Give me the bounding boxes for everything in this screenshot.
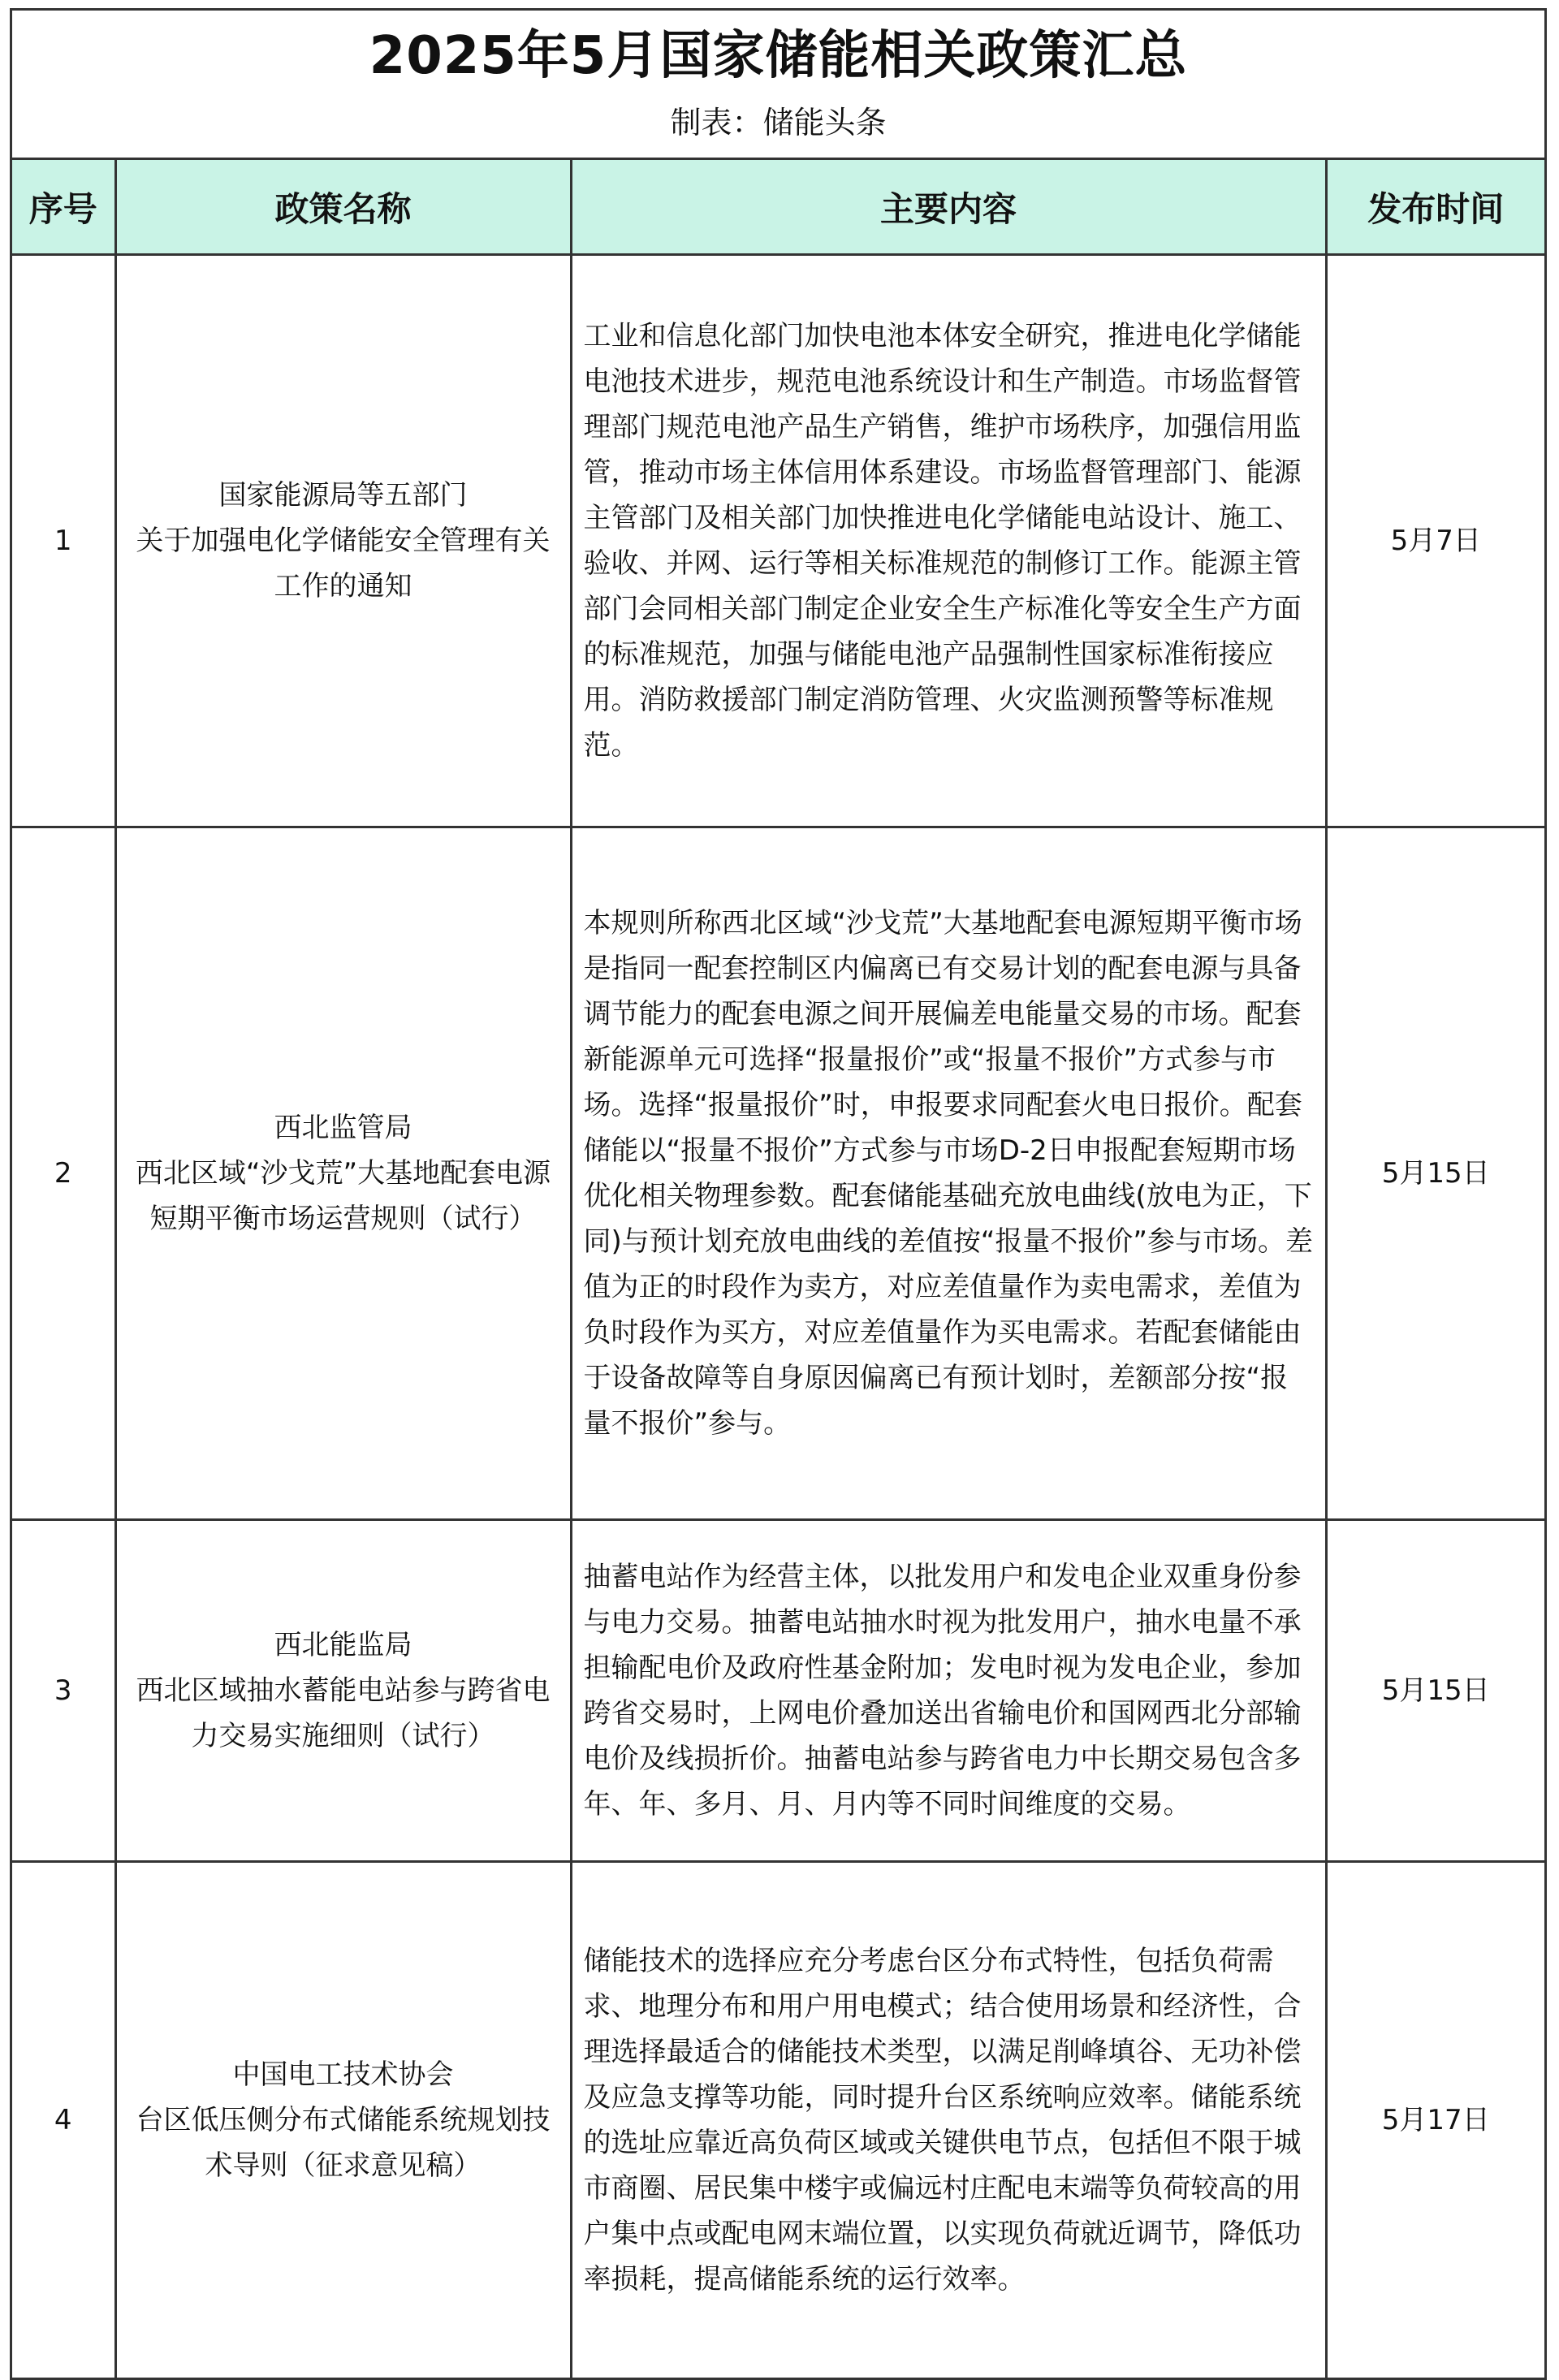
policy-issuer: 中国电工技术协会 [232, 2058, 454, 2091]
page-subtitle: 制表：储能头条 [670, 105, 887, 140]
header-release-date: 发布时间 [1326, 160, 1544, 255]
release-date: 5月15日 [1326, 827, 1544, 1520]
table-row [12, 255, 1544, 827]
release-date: 5月7日 [1326, 255, 1544, 827]
row-number: 4 [12, 1862, 115, 2378]
header-number: 序号 [12, 160, 115, 255]
release-date: 5月15日 [1326, 1520, 1544, 1862]
table-header-row [12, 160, 1544, 255]
policy-issuer: 国家能源局等五部门 [218, 479, 468, 512]
row-number: 3 [12, 1520, 115, 1862]
policy-name-cell [115, 827, 571, 1520]
policy-title: 关于加强电化学储能安全管理有关工作的通知 [136, 525, 551, 603]
policy-content: 本规则所称西北区域“沙戈荒”大基地配套电源短期平衡市场是指同一配套控制区内偏离已有交易计划的配套电源与具备调节能力的配套电源之间开展偏差电能量交易的市场。配套新能源单元可选择“报量报价”或“报量不报价”方式参与市场。选择“报量报价”时，申报要求同配套火电日报价。配套储能以“报量不报价”方式参与市场D-2日申报配套短期市场优化相关物理参数。配套储能基础充放电曲线(放电为正，下同)与预计划充放电曲线的差值按“报量不报价”参与市场。差值为正的时段作为卖方，对应差值量作为卖电需求，差值为负时段作为买方，对应差值量作为买电需求。若配套储能由于设备故障等自身原因偏离已有预计划时，差额部分按“报量不报价”参与。 [571, 827, 1326, 1520]
header-policy-name: 政策名称 [115, 160, 571, 255]
policy-content: 抽蓄电站作为经营主体，以批发用户和发电企业双重身份参与电力交易。抽蓄电站抽水时视为批发用户，抽水电量不承担输配电价及政府性基金附加；发电时视为发电企业，参加跨省交易时，上网电价叠加送出省输电价和国网西北分部输电价及线损折价。抽蓄电站参与跨省电力中长期交易包含多年、年、多月、月、月内等不同时间维度的交易。 [571, 1520, 1326, 1862]
policy-summary-sheet [10, 8, 1547, 2380]
policy-title: 台区低压侧分布式储能系统规划技术导则（征求意见稿） [136, 2104, 551, 2182]
policy-name-cell [115, 1862, 571, 2378]
table-row [12, 1520, 1544, 1862]
header-main-content: 主要内容 [571, 160, 1326, 255]
policy-issuer: 西北监管局 [274, 1112, 412, 1144]
policy-title: 西北区域抽水蓄能电站参与跨省电力交易实施细则（试行） [136, 1674, 551, 1752]
policy-issuer: 西北能监局 [274, 1629, 412, 1661]
policy-name-cell [115, 1520, 571, 1862]
policy-title: 西北区域“沙戈荒”大基地配套电源短期平衡市场运营规则（试行） [135, 1157, 551, 1235]
policy-content: 储能技术的选择应充分考虑台区分布式特性，包括负荷需求、地理分布和用户用电模式；结合使用场景和经济性，合理选择最适合的储能技术类型，以满足削峰填谷、无功补偿及应急支撑等功能，同时提升台区系统响应效率。储能系统的选址应靠近高负荷区域或关键供电节点，包括但不限于城市商圈、居民集中楼宇或偏远村庄配电末端等负荷较高的用户集中点或配电网末端位置，以实现负荷就近调节，降低功率损耗，提高储能系统的运行效率。 [571, 1862, 1326, 2378]
release-date: 5月17日 [1326, 1862, 1544, 2378]
table-row [12, 827, 1544, 1520]
page-title: 2025年5月国家储能相关政策汇总 [369, 26, 1188, 86]
table-row [12, 1862, 1544, 2378]
row-number: 2 [12, 827, 115, 1520]
title-block [12, 11, 1544, 160]
row-number: 1 [12, 255, 115, 827]
policy-table [12, 160, 1544, 2378]
policy-content: 工业和信息化部门加快电池本体安全研究，推进电化学储能电池技术进步，规范电池系统设计和生产制造。市场监督管理部门规范电池产品生产销售，维护市场秩序，加强信用监管，推动市场主体信用体系建设。市场监督管理部门、能源主管部门及相关部门加快推进电化学储能电站设计、施工、验收、并网、运行等相关标准规范的制修订工作。能源主管部门会同相关部门制定企业安全生产标准化等安全生产方面的标准规范，加强与储能电池产品强制性国家标准衔接应用。消防救援部门制定消防管理、火灾监测预警等标准规范。 [571, 255, 1326, 827]
policy-name-cell [115, 255, 571, 827]
